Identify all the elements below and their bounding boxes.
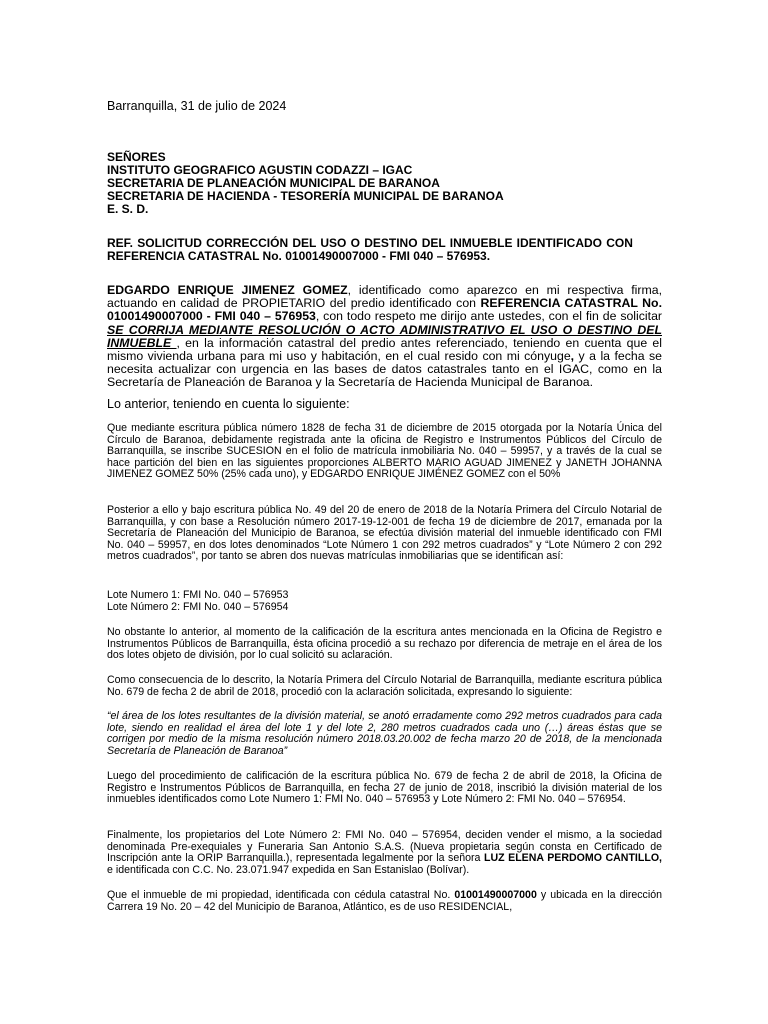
paragraph-rejection: No obstante lo anterior, al momento de la calificación de la escritura antes mencionada en la Oficina de Registro e Instrumentos Públicos de Barranquilla, ésta oficina procedió a su rechazo por diferencia de metraje en el área de los dos lotes objeto de división, por lo cual solicitó su aclaración. bbox=[107, 626, 662, 662]
paragraph-sale bbox=[107, 830, 662, 876]
intro-text: , con todo respeto me dirijo ante ustedes, con el fin de solicitar bbox=[315, 309, 663, 324]
property-text: Que el inmueble de mi propiedad, identificada con cédula catastral No. bbox=[107, 889, 455, 901]
lead-in: Lo anterior, teniendo en cuenta lo siguiente: bbox=[107, 397, 350, 411]
addressee-line: SECRETARIA DE HACIENDA - TESORERÍA MUNICIPAL DE BARANOA bbox=[107, 189, 504, 203]
lots-list bbox=[107, 590, 662, 613]
date-line: Barranquilla, 31 de julio de 2024 bbox=[107, 99, 287, 113]
request-statement: SE CORRIJA MEDIANTE RESOLUCIÓN O ACTO ADMINISTRATIVO EL USO O DESTINO DEL INMUEBLE bbox=[107, 322, 662, 350]
addressee-line: INSTITUTO GEOGRAFICO AGUSTIN CODAZZI – IGAC bbox=[107, 163, 413, 177]
addressee-line: SEÑORES bbox=[107, 150, 166, 164]
legal-representative-name: LUZ ELENA PERDOMO CANTILLO, bbox=[483, 852, 663, 865]
petitioner-name: EDGARDO ENRIQUE JIMENEZ GOMEZ bbox=[107, 283, 348, 297]
paragraph-property bbox=[107, 890, 662, 913]
intro-text: , en la información catastral del predio antes referenciado, teniendo en cuenta que el mismo vivienda urbana para mi uso y habitación, en el cual resido con mi cónyuge bbox=[107, 335, 663, 364]
quoted-clarification: “el área de los lotes resultantes de la división material, se anotó erradamente como 292 metros cuadrados para cada lote, siendo en realidad el área del lote 1 y del lote 2, 280 metros cuadrados cada uno (…) áreas éstas que se corrigen por medio de la misma resolución número 2018.03.20.002 de fecha marzo 20 de 2018, de la mencionada Secretaría de Planeación de Baranoa” bbox=[107, 710, 662, 757]
cadastral-reference: REFERENCIA CATASTRAL No. 01001490007000 - FMI 040 – 576953 bbox=[107, 296, 662, 324]
lot-line: Lote Número 2: FMI No. 040 – 576954 bbox=[107, 600, 289, 613]
intro-paragraph bbox=[107, 284, 662, 390]
paragraph-clarification: Como consecuencia de lo descrito, la Notaría Primera del Círculo Notarial de Barranquilla, mediante escritura pública No. 679 de fecha 2 de abril de 2018, procedió con la aclaración solicitada, expresando lo siguiente: bbox=[107, 674, 662, 698]
addressee-block bbox=[107, 151, 662, 216]
lot-line: Lote Numero 1: FMI No. 040 – 576953 bbox=[107, 589, 289, 601]
sale-text: Finalmente, los propietarios del Lote Número 2: FMI No. 040 – 576954, deciden vender el mismo, a la sociedad denominada Pre-exequiales y Funeraria San Antonio S.A.S. (Nueva propietaria según consta en Certificado de Inscripción ante la ORIP Barranquilla.), representada legalmente por la señora bbox=[107, 829, 662, 865]
paragraph-registration: Luego del procedimiento de calificación de la escritura pública No. 679 de fecha 2 de abril de 2018, la Oficina de Registro e Instrumentos Públicos de Barranquilla, en fecha 27 de junio de 2018, inscribió la división material de los inmuebles identificados como Lote Numero 1: FMI No. 040 – 576953 y Lote Número 2: FMI No. 040 – 576954. bbox=[107, 770, 662, 806]
sale-text: e identificada con C.C. No. 23.071.947 expedida en San Estanislao (Bolívar). bbox=[107, 863, 470, 876]
addressee-line: SECRETARIA DE PLANEACIÓN MUNICIPAL DE BARANOA bbox=[107, 176, 440, 190]
reference-line: REF. SOLICITUD CORRECCIÓN DEL USO O DESTINO DEL INMUEBLE IDENTIFICADO CON bbox=[107, 236, 633, 250]
paragraph-succession: Que mediante escritura pública número 1828 de fecha 31 de diciembre de 2015 otorgada por la Notaría Única del Círculo de Baranoa, debidamente registrada ante la oficina de Registro e Instrumentos Públicos del Círculo de Barranquilla, se inscribe SUCESION en el folio de matrícula inmobiliaria No. 040 – 59957, y a través de la cual se hace partición del bien en las siguientes proporciones ALBERTO MARIO AGUAD JIMENEZ y JANETH JOHANNA JIMENEZ GOMEZ 50% (25% cada uno), y EDGARDO ENRIQUE JIMÉNEZ GOMEZ con el 50% bbox=[107, 422, 662, 481]
intro-comma: , bbox=[570, 349, 575, 364]
reference-block bbox=[107, 237, 662, 263]
reference-line: REFERENCIA CATASTRAL No. 01001490007000 - FMI 040 – 576953. bbox=[107, 249, 491, 263]
intro-text: y a la fecha se necesita actualizar con urgencia en las bases de datos catastrales tanto en el IGAC, como en la Secretaría de Planeación de Baranoa y la Secretaría de Hacienda Municipal de Baranoa. bbox=[107, 349, 662, 390]
paragraph-division: Posterior a ello y bajo escritura pública No. 49 del 20 de enero de 2018 de la Notaría Primera del Círculo Notarial de Barranquilla, y con base a Resolución número 2017-19-12-001 de fecha 19 de diciembre de 2017, emanada por la Secretaría de Planeación del Municipio de Baranoa, se efectúa división material del inmueble identificado con FMI No. 040 – 59957, en dos lotes denominados “Lote Número 1 con 292 metros cuadrados” y “Lote Número 2 con 292 metros cuadrados”, por tanto se abren dos nuevas matrículas inmobiliarias que se identifican así: bbox=[107, 504, 662, 563]
intro-text: , identificado como aparezco en mi respectiva firma, actuando en calidad de PROPIETARIO del predio identificado con bbox=[107, 283, 663, 311]
addressee-line: E. S. D. bbox=[107, 202, 149, 216]
property-text: y ubicada en la dirección Carrera 19 No. 20 – 42 del Municipio de Baranoa, Atlántico, es de uso RESIDENCIAL, bbox=[107, 889, 662, 913]
cadastral-id: 01001490007000 bbox=[454, 889, 537, 901]
